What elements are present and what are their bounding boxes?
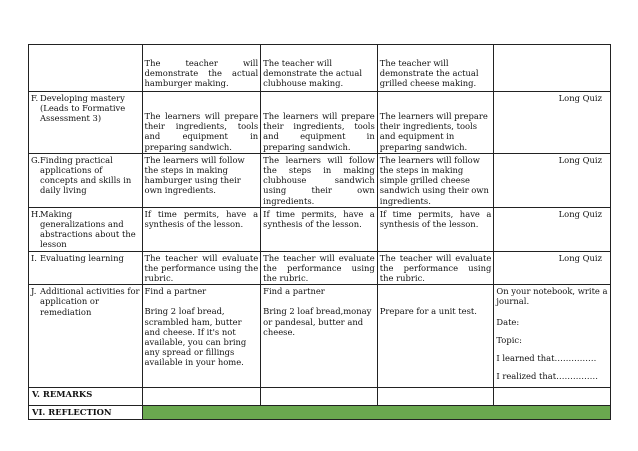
cell-text: Prepare for a unit test. bbox=[379, 306, 477, 317]
cell-text: The teacher will evaluate the performance using the rubric. bbox=[144, 252, 259, 284]
cell-text: I realized that…………… bbox=[496, 371, 599, 382]
cell-text: The learners will prepare their ingredients, tools and equipment in preparing sandwich. bbox=[144, 111, 259, 152]
cell-text: The teacher will demonstrate the actual clubhouse making. bbox=[263, 58, 363, 89]
cell-text: The learners will follow the steps in making hamburger using their own ingredients. bbox=[144, 154, 245, 196]
row-letter: J. bbox=[31, 286, 37, 297]
row-label: Developing mastery (Leads to Formative Assessment 3) bbox=[40, 93, 126, 124]
cell-text: Bring 2 loaf bread,monay or pandesal, butter and cheese. bbox=[263, 306, 372, 337]
table-cell bbox=[261, 153, 378, 207]
table-cell bbox=[494, 251, 611, 285]
table-cell bbox=[494, 92, 611, 154]
cell-text: The teacher will evaluate the performance using the rubric. bbox=[263, 252, 375, 284]
table-cell bbox=[377, 207, 494, 251]
table-cell bbox=[142, 251, 261, 285]
row-letter: G. bbox=[31, 154, 41, 165]
table-row bbox=[29, 45, 611, 92]
cell-text: The learners will follow the steps in making clubhouse sandwich using their own ingredients. bbox=[263, 154, 375, 206]
cell-text: Long Quiz bbox=[558, 154, 602, 165]
row-label: Making generalizations and abstractions about the lesson bbox=[40, 208, 136, 250]
cell-text: Date: bbox=[496, 316, 520, 327]
table-row bbox=[29, 92, 611, 154]
table-cell bbox=[494, 153, 611, 207]
cell-text: The learners will prepare their ingredients, tools and equipment in preparing sandwich. bbox=[379, 111, 488, 152]
cell-text: If time permits, have a synthesis of the lesson. bbox=[263, 208, 375, 230]
table-cell bbox=[377, 153, 494, 207]
cell-text: If time permits, have a synthesis of the lesson. bbox=[144, 208, 259, 230]
row-label-cell bbox=[29, 92, 143, 154]
cell-text: Find a partner bbox=[263, 286, 325, 297]
empty-cell bbox=[142, 388, 261, 406]
row-label: Finding practical applications of concepts and skills in daily living bbox=[40, 154, 132, 196]
table-cell bbox=[377, 251, 494, 285]
table-cell bbox=[142, 285, 261, 388]
cell-text: Long Quiz bbox=[558, 93, 602, 103]
cell-text: If time permits, have a synthesis of the lesson. bbox=[379, 208, 492, 230]
cell-text: Long Quiz bbox=[558, 208, 602, 219]
table-row bbox=[29, 251, 611, 285]
row-letter: F. bbox=[31, 93, 39, 103]
cell-text: I learned that…………… bbox=[496, 353, 597, 364]
table-cell bbox=[261, 207, 378, 251]
row-label-cell bbox=[29, 285, 143, 388]
table-cell bbox=[377, 285, 494, 388]
table-cell bbox=[142, 153, 261, 207]
cell-text: The teacher will demonstrate the actual hamburger making. bbox=[144, 58, 259, 89]
table-cell bbox=[261, 251, 378, 285]
table-cell bbox=[377, 92, 494, 154]
table-cell bbox=[142, 45, 261, 92]
table-cell bbox=[261, 45, 378, 92]
cell-text: Long Quiz bbox=[558, 252, 602, 263]
empty-cell bbox=[377, 388, 494, 406]
table-cell bbox=[494, 207, 611, 251]
table-cell bbox=[377, 45, 494, 92]
empty-cell bbox=[494, 388, 611, 406]
table-row bbox=[29, 207, 611, 251]
empty-cell bbox=[494, 45, 611, 92]
row-label: Evaluating learning bbox=[40, 252, 124, 263]
cell-text: Bring 2 loaf bread, scrambled ham, butter and cheese. If it's not available, you can bring any spread or fillings available in your home. bbox=[144, 306, 247, 368]
table-cell bbox=[142, 207, 261, 251]
row-label-cell bbox=[29, 251, 143, 285]
table-cell bbox=[494, 285, 611, 388]
cell-text: The learners will follow the steps in making simple grilled cheese sandwich using their own ingredients. bbox=[379, 154, 489, 206]
remarks-title: V. REMARKS bbox=[29, 388, 143, 406]
row-letter: H. bbox=[31, 208, 41, 219]
row-letter: I. bbox=[31, 252, 37, 263]
cell-text: Find a partner bbox=[144, 286, 207, 297]
cell-text: The teacher will evaluate the performance using the rubric. bbox=[379, 252, 492, 284]
row-label-cell bbox=[29, 153, 143, 207]
lesson-plan-table bbox=[28, 44, 611, 420]
table-row bbox=[29, 285, 611, 388]
table-cell bbox=[261, 92, 378, 154]
table-cell bbox=[142, 92, 261, 154]
cell-text: Topic: bbox=[496, 334, 522, 345]
empty-cell bbox=[261, 388, 378, 406]
row-label-cell bbox=[29, 207, 143, 251]
table-row bbox=[29, 406, 611, 420]
cell-text: The learners will prepare their ingredients, tools and equipment in preparing sandwich. bbox=[263, 111, 375, 152]
cell-text: On your notebook, write a journal. bbox=[496, 286, 608, 307]
table-row bbox=[29, 153, 611, 207]
table-cell bbox=[261, 285, 378, 388]
row-label: Additional activities for application or remediation bbox=[40, 286, 140, 317]
table-row bbox=[29, 388, 611, 406]
reflection-green-bar bbox=[142, 406, 610, 420]
empty-cell bbox=[29, 45, 143, 92]
cell-text: The teacher will demonstrate the actual grilled cheese making. bbox=[379, 58, 479, 89]
reflection-title: VI. REFLECTION bbox=[29, 406, 143, 420]
